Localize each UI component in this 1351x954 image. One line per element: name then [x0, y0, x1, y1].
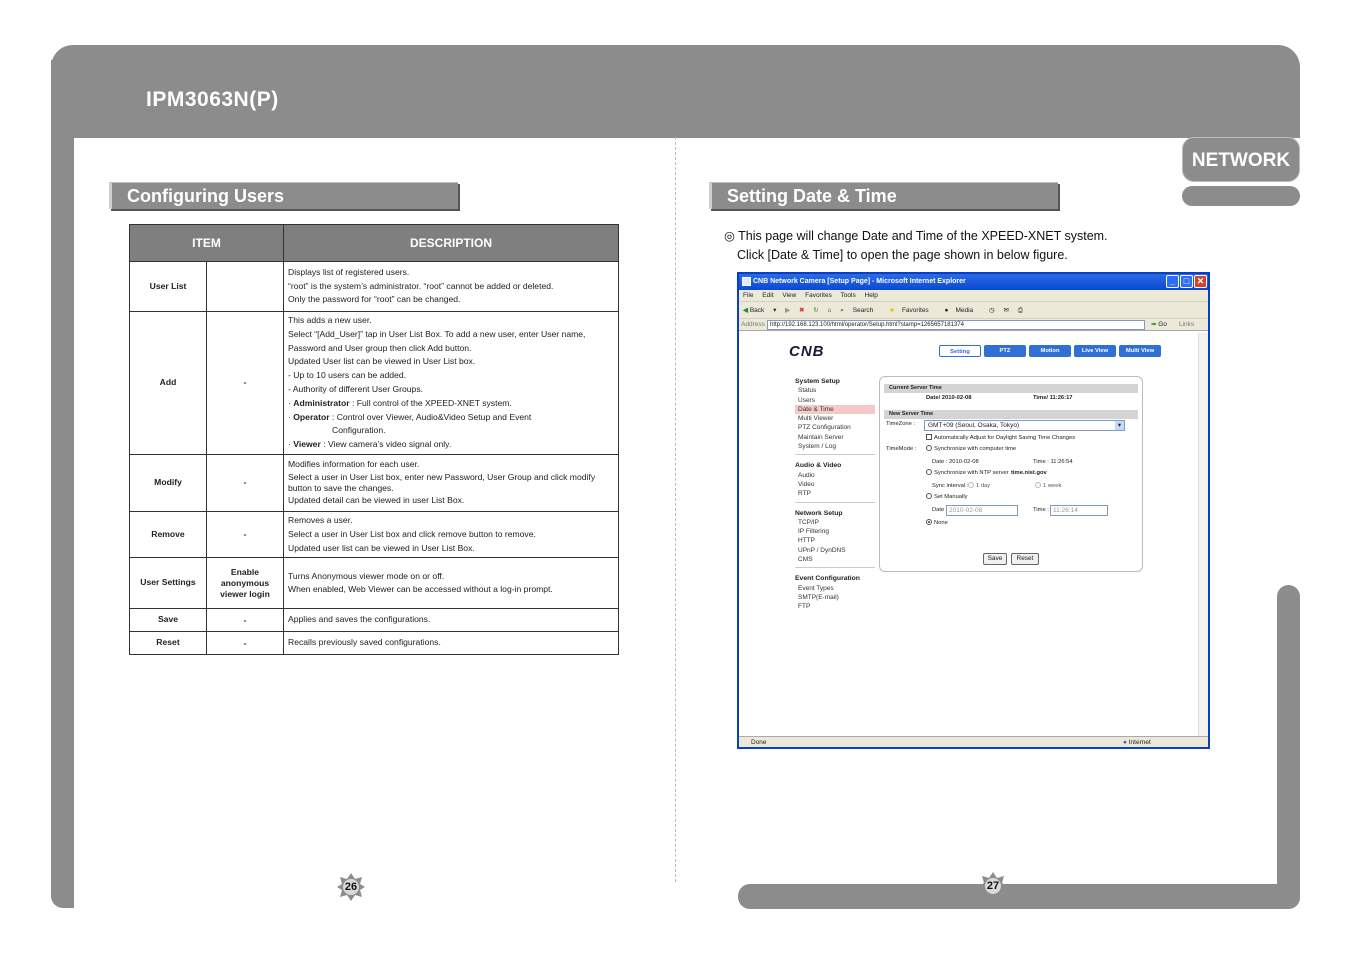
sidebar-group: Event Configuration: [795, 575, 860, 583]
table-row: [130, 511, 619, 557]
radio-1day[interactable]: 1 day: [968, 481, 990, 492]
manual-time-input[interactable]: 11:26:14: [1050, 505, 1108, 516]
address-label: Address: [741, 321, 765, 328]
timezone-select[interactable]: GMT+09 (Seoul, Osaka, Tokyo) ▾: [924, 420, 1125, 431]
sidebar-group: System Setup: [795, 378, 840, 385]
radio-ntp[interactable]: Synchronize with NTP server: [926, 468, 1009, 479]
manual-time-label: Time :: [1033, 507, 1049, 513]
dst-checkbox[interactable]: Automatically Adjust for Daylight Saving Time Changes: [926, 433, 1075, 444]
browser-toolbar: [739, 302, 1208, 319]
forward-arrow-icon: ▶: [785, 307, 791, 314]
desc-line: This adds a new user.: [288, 315, 372, 325]
row-item: Reset: [130, 632, 207, 655]
forward-button[interactable]: [785, 307, 790, 314]
favorites-button[interactable]: ★ Favorites: [889, 307, 929, 314]
page-viewport: [739, 333, 1199, 733]
desc-line: When enabled, Web Viewer can be accessed without a log-in prompt.: [288, 584, 553, 595]
current-time-header: Current Server Time: [884, 384, 1138, 393]
go-arrow-icon: ➡: [1151, 321, 1157, 328]
status-bar: [739, 736, 1208, 747]
row-item: Modify: [130, 454, 207, 511]
sidebar-item-http[interactable]: HTTP: [798, 537, 815, 545]
page-divider: [675, 137, 676, 882]
page-right-border: [1277, 585, 1300, 909]
radio-sync-computer[interactable]: Synchronize with computer time: [926, 444, 1016, 455]
current-time: Time/ 11:26:17: [1033, 395, 1073, 401]
star-icon: ★: [889, 307, 895, 314]
sidebar-item-system-log[interactable]: System / Log: [798, 443, 836, 451]
manual-date-label: Date :: [932, 507, 948, 513]
col-description-header: DESCRIPTION: [284, 225, 619, 262]
table-row: [130, 454, 619, 511]
desc-line: - Authority of different User Groups.: [288, 383, 424, 394]
desc-line: Turns Anonymous viewer mode on or off.: [288, 570, 445, 581]
row-item: Remove: [130, 511, 207, 557]
row-item: User List: [130, 262, 207, 312]
sidebar-item-ftp[interactable]: FTP: [798, 603, 811, 611]
row-desc: [284, 454, 619, 511]
sidebar-divider: [795, 454, 875, 455]
sidebar-divider: [795, 502, 875, 503]
intro-text: [724, 227, 1108, 265]
role-operator: · Operator : Control over Viewer, Audio&Video Setup and Event: [288, 411, 532, 422]
sidebar-item-status[interactable]: Status: [798, 387, 817, 395]
desc-line: Updated detail can be viewed in user List Box.: [288, 494, 465, 505]
desc-line: Select “[Add_User]” tap in User List Box. To add a new user, enter User name, Password and User group then click Add button.: [288, 328, 586, 353]
row-sub: -: [207, 454, 284, 511]
role-operator-cont: Configuration.: [332, 425, 386, 436]
sidebar-item-event-types[interactable]: Event Types: [798, 584, 834, 592]
sidebar-item-audio[interactable]: Audio: [798, 471, 815, 479]
desc-line: Modifies information for each user.: [288, 459, 420, 470]
sidebar-group: Network Setup: [795, 509, 843, 517]
ie-icon: [742, 277, 751, 286]
radio-manual[interactable]: Set Manually: [926, 492, 968, 503]
sidebar-item-ptz-config[interactable]: PTZ Configuration: [798, 424, 851, 432]
manual-date-input[interactable]: 2010-02-08: [946, 505, 1018, 516]
sidebar-item-video[interactable]: Video: [798, 480, 815, 488]
address-input[interactable]: http://192.168.123.100/html/operator/Setup.html?stamp=1265657181374: [767, 320, 1145, 330]
category-tab: NETWORK: [1182, 137, 1300, 182]
page-number-left: 26: [337, 873, 365, 901]
sidebar-item-rtp[interactable]: RTP: [798, 490, 811, 498]
row-desc: [284, 511, 619, 557]
nav-live-view[interactable]: Live View: [1074, 345, 1116, 357]
row-item: User Settings: [130, 558, 207, 609]
ntp-server: time.nist.gov: [1011, 470, 1047, 476]
menu-edit[interactable]: Edit: [762, 292, 774, 299]
sidebar-item-date-time[interactable]: Date & Time: [795, 405, 875, 414]
chevron-down-icon: ▾: [1115, 421, 1124, 430]
section-title-users: Configuring Users: [109, 182, 458, 209]
intro-line: Click [Date & Time] to open the page shown in below figure.: [737, 248, 1068, 262]
mail-icon[interactable]: ✉: [1003, 307, 1009, 314]
refresh-icon[interactable]: ↻: [813, 307, 819, 314]
menu-file[interactable]: File: [743, 292, 754, 299]
desc-line: - Up to 10 users can be added.: [288, 370, 407, 381]
nav-setting[interactable]: Setting: [939, 345, 981, 357]
close-button[interactable]: ✕: [1194, 275, 1207, 288]
print-icon[interactable]: ⎙: [1017, 307, 1023, 314]
camera-nav: [939, 345, 1161, 357]
sidebar-item-ip-filtering[interactable]: IP Filtering: [798, 528, 829, 536]
sidebar-divider: [795, 567, 875, 568]
intro-line: ◎ This page will change Date and Time of the XPEED-XNET system.: [724, 229, 1108, 243]
reset-button[interactable]: Reset: [1011, 553, 1039, 565]
history-icon[interactable]: ◷: [988, 307, 995, 314]
desc-line: Displays list of registered users.: [288, 266, 410, 277]
menu-view[interactable]: View: [782, 292, 797, 299]
nav-ptz[interactable]: PTZ: [984, 345, 1026, 357]
desc-line: Updated User list can be viewed in User List box.: [288, 356, 476, 367]
desc-line: “root” is the system’s administrator. “root” cannot be added or deleted.: [288, 280, 554, 291]
desc-line: Removes a user.: [288, 514, 353, 525]
section-title-datetime: Setting Date & Time: [709, 182, 1058, 209]
radio-1week[interactable]: 1 week: [1035, 481, 1061, 492]
model-title: IPM3063N(P): [146, 88, 279, 111]
menu-help[interactable]: Help: [864, 292, 878, 299]
current-date: Date/ 2010-02-08: [926, 395, 972, 401]
nav-motion[interactable]: Motion: [1029, 345, 1071, 357]
table-row: [130, 609, 619, 632]
table-row: [130, 558, 619, 609]
sidebar-item-maintain-server[interactable]: Maintain Server: [798, 433, 844, 441]
radio-none[interactable]: None: [926, 518, 948, 529]
table-row: [130, 312, 619, 455]
sidebar-item-cms[interactable]: CMS: [798, 556, 813, 564]
maximize-button[interactable]: □: [1180, 275, 1193, 288]
vertical-scrollbar[interactable]: [1198, 333, 1208, 739]
search-button[interactable]: ⌕ Search: [840, 307, 874, 314]
row-sub: -: [207, 511, 284, 557]
nav-multi-view[interactable]: Multi View: [1119, 345, 1161, 357]
desc-line: Updated user list can be viewed in User List Box.: [288, 542, 475, 553]
row-desc: Recalls previously saved configurations.: [284, 632, 619, 655]
users-table: [129, 224, 619, 655]
category-tab-shadow: [1182, 186, 1300, 206]
media-icon: ●: [944, 307, 949, 314]
timemode-label: TimeMode :: [886, 446, 917, 452]
back-arrow-icon: ◀: [743, 307, 748, 314]
stop-icon[interactable]: ✖: [798, 307, 805, 314]
row-sub: -: [207, 632, 284, 655]
sidebar-item-users[interactable]: Users: [798, 396, 815, 404]
back-button[interactable]: ◀ Back ▾: [743, 307, 777, 314]
sync-date: Date : 2010-02-08: [932, 459, 979, 465]
minimize-button[interactable]: _: [1166, 275, 1179, 288]
table-row: [130, 262, 619, 312]
role-viewer: · Viewer : View camera’s video signal only.: [288, 439, 452, 450]
save-button[interactable]: Save: [983, 553, 1007, 565]
row-sub: Enable anonymous viewer login: [207, 558, 284, 609]
row-desc: [284, 262, 619, 312]
menu-bar: [739, 290, 1208, 302]
row-sub: [207, 262, 284, 312]
page-left-border: [51, 60, 74, 908]
date-time-panel: [879, 376, 1143, 572]
search-icon: ⌕: [840, 307, 844, 314]
row-item: Add: [130, 312, 207, 455]
address-bar: [739, 319, 1208, 331]
sidebar-item-tcpip[interactable]: TCP/IP: [798, 518, 819, 526]
sidebar-item-upnp[interactable]: UPnP / DynDNS: [798, 546, 846, 554]
setup-sidebar: [795, 371, 875, 612]
row-desc: [284, 558, 619, 609]
row-desc: Applies and saves the configurations.: [284, 609, 619, 632]
row-sub: -: [207, 312, 284, 455]
browser-window: [737, 272, 1210, 749]
timezone-label: TimeZone :: [886, 421, 916, 427]
sync-interval-label: Sync interval :: [932, 483, 969, 489]
desc-line: Select a user in User List box and click remove button to remove.: [288, 528, 536, 539]
row-sub: -: [207, 609, 284, 632]
sync-time: Time : 11:26:54: [1033, 459, 1073, 465]
sidebar-item-multi-viewer[interactable]: Multi Viewer: [798, 415, 834, 423]
globe-icon: ●: [1123, 739, 1127, 746]
row-desc: [284, 312, 619, 455]
desc-line: Only the password for “root” can be changed.: [288, 294, 461, 305]
cnb-logo: CNB: [789, 343, 825, 360]
zone-indicator: ● Internet: [1123, 739, 1151, 746]
new-time-header: New Server Time: [884, 410, 1138, 419]
menu-favorites[interactable]: Favorites: [805, 292, 832, 299]
table-row: [130, 632, 619, 655]
role-administrator: · Administrator : Full control of the XPEED-XNET system.: [288, 397, 512, 408]
page-number-right: 27: [979, 872, 1007, 900]
home-icon[interactable]: ⌂: [827, 307, 832, 314]
desc-line: Select a user in User List box, enter new Password, User Group and click modify button to save the changes.: [288, 471, 596, 493]
browser-titlebar: CNB Network Camera [Setup Page] - Microsoft Internet Explorer _ □ ✕: [739, 274, 1208, 290]
menu-tools[interactable]: Tools: [840, 292, 856, 299]
sidebar-group: Audio & Video: [795, 462, 842, 470]
links-label[interactable]: Links: [1179, 321, 1195, 328]
sidebar-item-smtp[interactable]: SMTP(E-mail): [798, 593, 839, 601]
media-button[interactable]: ● Media: [944, 307, 974, 314]
row-item: Save: [130, 609, 207, 632]
col-item-header: ITEM: [130, 225, 284, 262]
go-button[interactable]: ➡ Go: [1151, 321, 1167, 328]
status-text: Done: [751, 739, 767, 746]
page-bottom-border: [738, 884, 1300, 909]
